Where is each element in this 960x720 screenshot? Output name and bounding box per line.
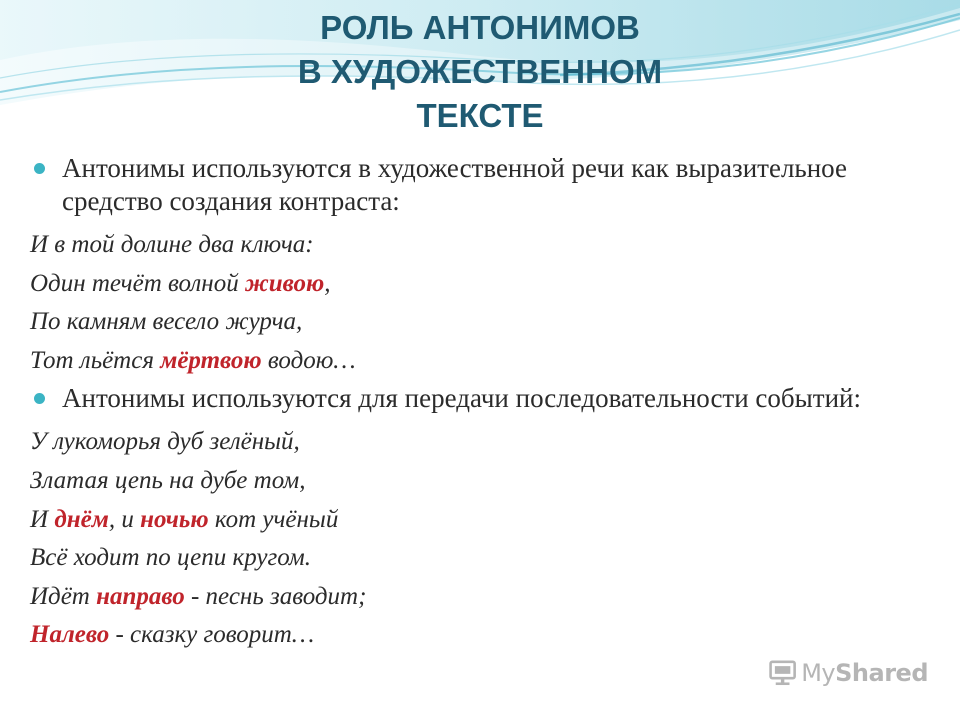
bullet-text: Антонимы используются для передачи последовательности событий: — [62, 383, 861, 414]
poem-text: У лукоморья дуб зелёный, — [30, 428, 300, 456]
poem-text: И в той долине два ключа: — [30, 231, 314, 258]
antonym-highlight: Налево — [30, 621, 110, 649]
watermark — [768, 656, 928, 690]
poem-text: Один течёт волной — [30, 269, 245, 297]
poem-line — [30, 616, 930, 655]
bullet-point — [30, 152, 930, 218]
poem-line — [30, 303, 930, 342]
poem-line — [30, 578, 930, 617]
poem-text: водою… — [261, 346, 356, 374]
bullet-point — [30, 382, 930, 415]
poem-text: Златая цепь на дубе том, — [30, 466, 306, 494]
poem-line — [30, 265, 930, 304]
poem-text: , — [324, 269, 331, 297]
poem-text: кот учёный — [208, 505, 339, 533]
poem-line — [30, 501, 930, 540]
bullet-dot-icon — [34, 163, 45, 174]
watermark-text: MyShared — [801, 659, 928, 687]
antonym-highlight: направо — [96, 582, 185, 610]
poem-excerpt — [30, 226, 930, 380]
poem-text: Тот льётся — [30, 346, 161, 374]
slide-content — [30, 152, 930, 655]
poem-text: - сказку говорит… — [109, 621, 315, 649]
poem-line — [30, 423, 930, 462]
poem-line — [30, 342, 930, 381]
title-line: В ХУДОЖЕСТВЕННОМ — [297, 53, 663, 90]
antonym-highlight: ночью — [140, 505, 209, 533]
slide-title — [180, 6, 780, 138]
poem-text: - песнь заводит; — [184, 582, 367, 610]
poem-text: Всё ходит по цепи кругом. — [30, 544, 311, 572]
poem-text: По камням весело журча, — [30, 308, 303, 336]
bullet-dot-icon — [34, 393, 45, 404]
poem-line — [30, 226, 930, 265]
poem-excerpt — [30, 423, 930, 655]
presentation-board-icon — [768, 658, 797, 688]
bullet-text: Антонимы используются в художественной речи как выразительное средство создания контраста: — [62, 153, 847, 216]
poem-text: Идёт — [30, 582, 97, 610]
antonym-highlight: мёртвою — [160, 346, 262, 374]
antonym-highlight: живою — [244, 269, 325, 297]
poem-line — [30, 539, 930, 578]
title-line: РОЛЬ АНТОНИМОВ — [320, 9, 640, 46]
poem-text: И — [30, 505, 55, 533]
antonym-highlight: днём — [54, 505, 109, 533]
title-line: ТЕКСТЕ — [416, 97, 544, 134]
poem-line — [30, 462, 930, 501]
poem-text: , и — [108, 505, 141, 533]
